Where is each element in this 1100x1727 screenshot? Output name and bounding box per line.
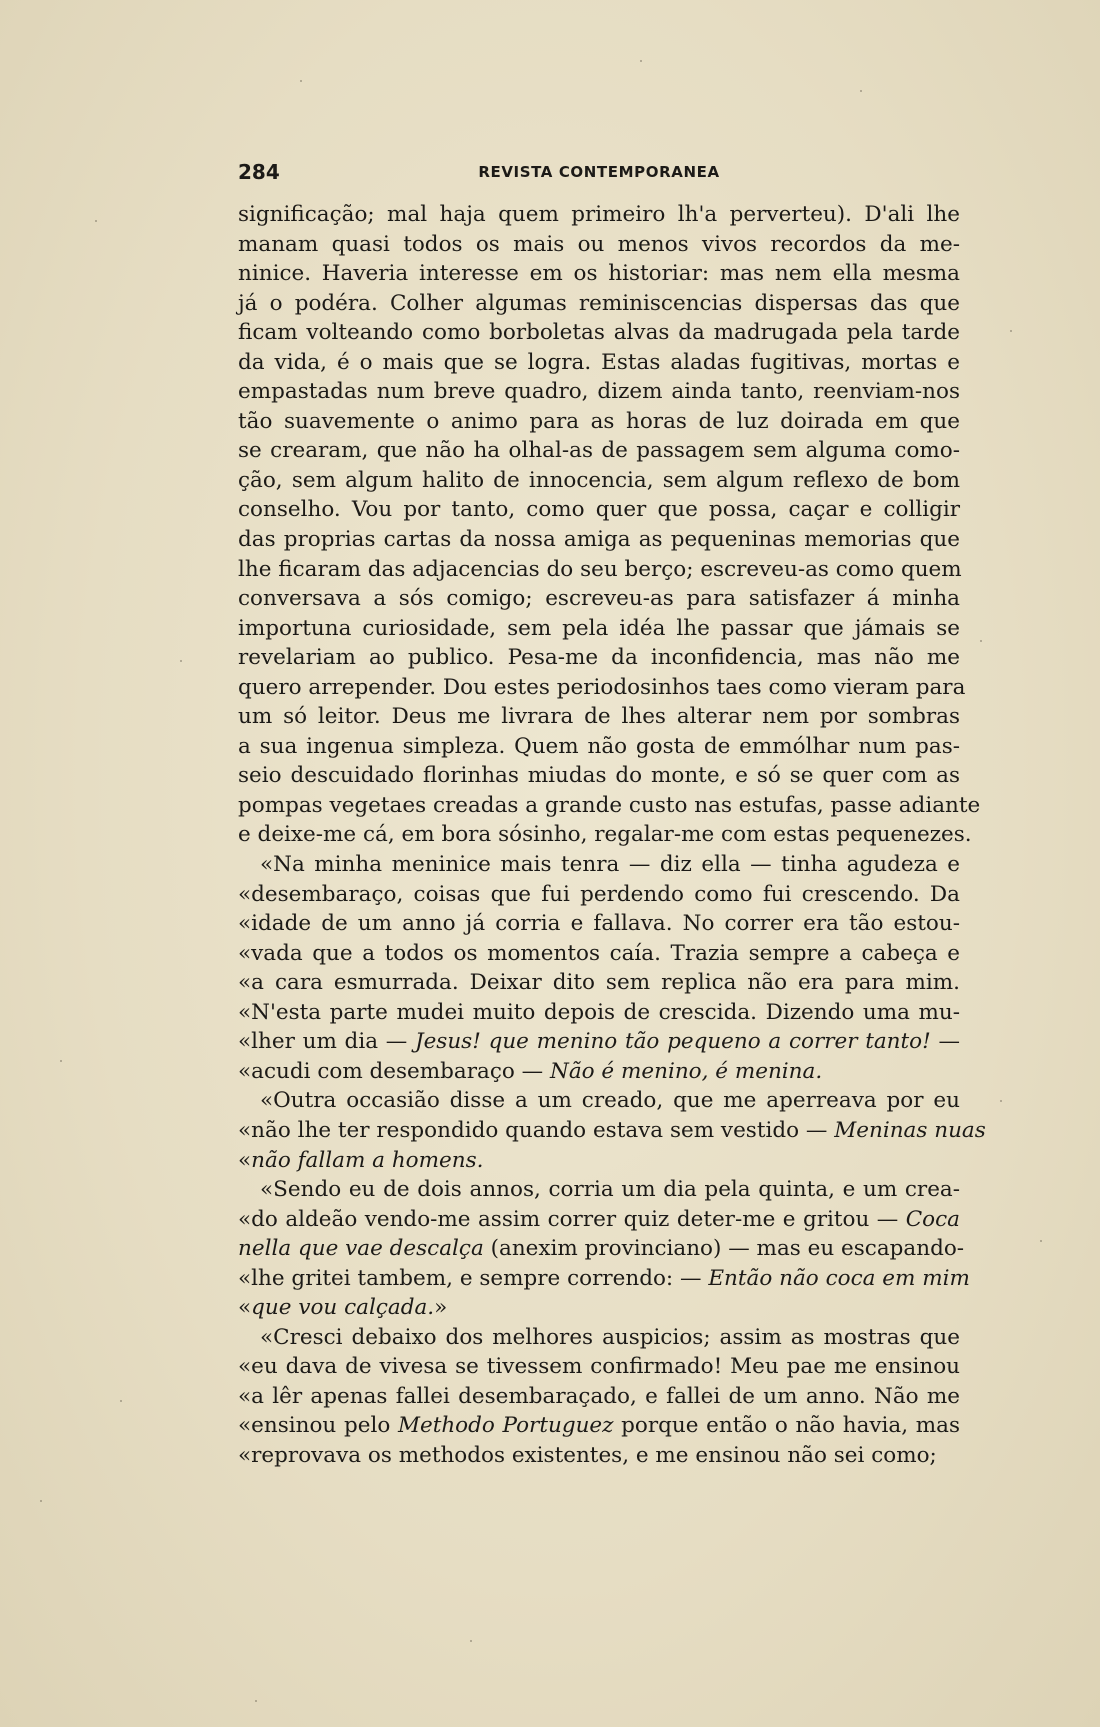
text-line [238,200,960,230]
body-text [238,200,986,1471]
italic-text: Não é menino, é menina. [550,1058,823,1084]
paragraph [238,1323,960,1471]
paper-speck [1010,330,1012,332]
text-line [238,968,960,998]
text-line [238,732,960,762]
text-line [238,939,960,969]
text-segment: «a lêr apenas fallei desembaraçado, e fallei de um anno. Não me [238,1383,960,1409]
paper-speck [1040,1240,1042,1242]
text-segment: — [930,1029,960,1055]
paper-speck [95,220,97,222]
text-line [238,791,981,821]
italic-text: não fallam a homens. [251,1147,484,1173]
text-line [238,761,960,791]
paper-speck [300,80,302,82]
text-line [238,377,960,407]
paper-speck [180,660,182,662]
text-line [238,614,960,644]
text-segment: já o podéra. Colher algumas reminiscencias dispersas das que [238,290,960,316]
text-line [238,1264,970,1294]
text-segment: conversava a sós comigo; escreveu-as para satisfazer á minha [238,586,960,612]
paragraph [238,1175,970,1323]
text-segment: tão suavemente o animo para as horas de luz doirada em que [238,408,960,434]
text-line [238,998,960,1028]
text-line [238,1086,960,1116]
page-header [238,160,960,190]
text-segment: «ensinou pelo [238,1413,398,1439]
text-line [238,1382,960,1412]
paper-speck [40,1500,42,1502]
text-segment: (anexim provinciano) — mas eu escapando- [483,1236,965,1262]
text-segment: importuna curiosidade, sem pela idéa lhe passar que jámais se [238,615,960,641]
text-segment: se crearam, que não ha olhal-as de passagem sem alguma como- [238,438,960,464]
text-line [238,230,960,260]
text-line [238,584,960,614]
paper-speck [1000,1100,1002,1102]
page-number: 284 [238,160,280,184]
text-segment: «Na minha meninice mais tenra — diz ella — tinha agudeza e [260,852,960,878]
text-line [238,1293,960,1323]
text-segment: a sua ingenua simpleza. Quem não gosta de emmólhar num pas- [238,733,960,759]
text-line [238,1057,960,1087]
paper-speck [120,1400,122,1402]
text-segment: «vada que a todos os momentos caía. Trazia sempre a cabeça e [238,940,960,966]
text-segment: ção, sem algum halito de innocencia, sem algum reflexo de bom [238,467,960,493]
text-segment: e deixe-me cá, em bora sósinho, regalar-me com estas pequenezes. [238,822,972,848]
text-segment: das proprias cartas da nossa amiga as pequeninas memorias que [238,527,960,553]
paper-speck [255,1700,257,1702]
text-line [238,850,960,880]
text-line [238,1027,960,1057]
text-line [238,820,972,850]
text-segment: lhe ficaram das adjacencias do seu berço; escreveu-as como quem [238,556,962,582]
italic-text: Coca [905,1206,960,1232]
text-segment: significação; mal haja quem primeiro lh'a perverteu). D'ali lhe [238,202,960,227]
text-segment: «lher um dia — [238,1029,415,1055]
text-segment: «desembaraço, coisas que fui perdendo como fui crescendo. Da [238,881,960,907]
text-line [238,318,960,348]
text-segment: porque então o não havia, mas [613,1413,960,1439]
text-segment: «Sendo eu de dois annos, corria um dia pela quinta, e um crea- [260,1177,960,1203]
text-segment: seio descuidado florinhas miudas do monte, e só se quer com as [238,763,960,789]
text-line [238,495,960,525]
text-line [238,1205,960,1235]
text-line [238,1352,960,1382]
text-line [238,909,960,939]
text-line [238,880,960,910]
text-line [238,436,960,466]
text-segment: manam quasi todos os mais ou menos vivos recordos da me- [238,231,960,257]
book-page [238,0,986,1727]
text-segment: «a cara esmurrada. Deixar dito sem replica não era para mim. [238,970,960,996]
text-segment: «reprovava os methodos existentes, e me ensinou não sei como; [238,1442,937,1468]
italic-text: Então não coca em mim [708,1265,970,1291]
text-segment: «Outra occasião disse a um creado, que me aperreava por eu [260,1088,960,1114]
paragraph [238,200,981,850]
paper-speck [60,1060,62,1062]
text-line [238,466,960,496]
paper-speck [640,60,642,62]
text-line [238,1441,960,1471]
text-segment: «idade de um anno já corria e fallava. No correr era tão estou- [238,911,960,937]
text-segment: quero arrepender. Dou estes periodosinhos taes como vieram para [238,674,966,700]
text-line [238,1146,960,1176]
paragraph [238,850,960,1086]
text-segment: » [434,1295,448,1321]
text-line [238,407,960,437]
text-line [238,525,960,555]
text-segment: pompas vegetaes creadas a grande custo nas estufas, passe adiante [238,792,981,818]
text-line [238,1175,960,1205]
text-line [238,259,960,289]
text-segment: da vida, é o mais que se logra. Estas aladas fugitivas, mortas e [238,349,960,375]
text-segment: «N'esta parte mudei muito depois de crescida. Dizendo uma mu- [238,999,960,1025]
text-segment: «não lhe ter respondido quando estava sem vestido — [238,1117,835,1143]
italic-text: nella que vae descalça [238,1236,484,1262]
text-line [238,673,966,703]
text-segment: «eu dava de vivesa se tivessem confirmado! Meu pae me ensinou [238,1354,960,1380]
text-line [238,289,960,319]
text-segment: «Cresci debaixo dos melhores auspicios; assim as mostras que [260,1324,960,1350]
italic-text: Meninas nuas [834,1117,986,1143]
text-segment: ficam volteando como borboletas alvas da madrugada pela tarde [238,320,960,346]
text-line [238,1323,960,1353]
paper-speck [860,90,862,92]
paper-speck [470,1640,472,1642]
text-segment: « [238,1147,252,1173]
italic-text: Jesus! que menino tão pequeno a correr tanto! [414,1029,931,1055]
text-segment: empastadas num breve quadro, dizem ainda tanto, reenviam-nos [238,379,960,405]
text-line [238,1234,965,1264]
text-segment: revelariam ao publico. Pesa-me da inconfidencia, mas não me [238,645,960,671]
text-line [238,702,960,732]
text-line [238,555,960,585]
text-segment: ninice. Haveria interesse em os historiar: mas nem ella mesma [238,261,960,287]
text-segment: um só leitor. Deus me livrara de lhes alterar nem por sombras [238,704,960,730]
text-segment: conselho. Vou por tanto, como quer que possa, caçar e colligir [238,497,960,523]
italic-text: Methodo Portuguez [397,1413,614,1439]
italic-text: que vou calçada. [251,1295,435,1321]
text-line [238,348,960,378]
running-title: REVISTA CONTEMPORANEA [478,163,720,181]
text-segment: «do aldeão vendo-me assim correr quiz deter-me e gritou — [238,1206,906,1232]
text-line [238,643,960,673]
paper-speck [980,640,982,642]
text-segment: «acudi com desembaraço — [238,1058,551,1084]
text-line [238,1411,960,1441]
text-segment: «lhe gritei tambem, e sempre correndo: — [238,1265,709,1291]
text-line [238,1116,986,1146]
paragraph [238,1086,986,1175]
text-segment: « [238,1295,252,1321]
